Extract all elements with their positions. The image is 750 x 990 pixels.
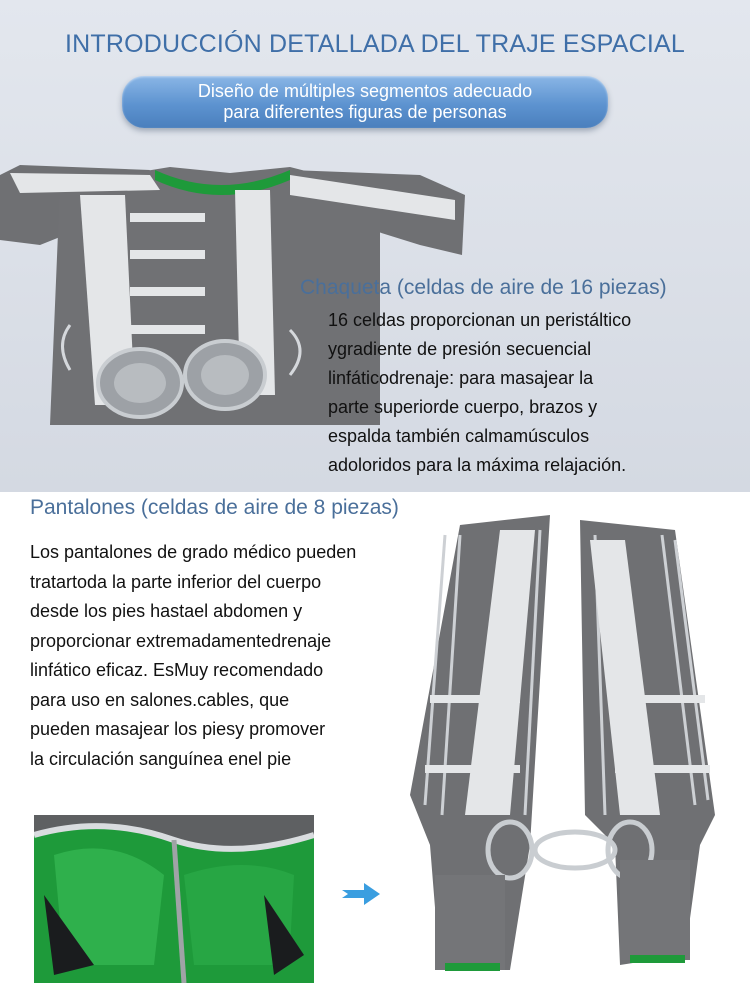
- pants-description-line: para uso en salones.cables, que: [30, 689, 290, 710]
- jacket-description-line: 16 celdas proporcionan un peristáltico: [328, 310, 632, 330]
- jacket-heading: Chaqueta (celdas de aire de 16 piezas): [300, 276, 667, 299]
- right-arrow-icon: [340, 880, 382, 908]
- pants-image: [400, 515, 735, 980]
- pants-description-line: desde los pies hastael abdomen y: [30, 601, 303, 621]
- jacket-description-line: parte superiorde cuerpo, brazos y: [328, 397, 598, 417]
- pants-description-line: Los pantalones de grado médico pueden: [30, 542, 357, 562]
- pants-heading: Pantalones (celdas de aire de 8 piezas): [30, 496, 399, 519]
- page-title: INTRODUCCIÓN DETALLADA DEL TRAJE ESPACIAL: [65, 30, 685, 58]
- pants-description-line: la circulación sanguínea enel pie: [30, 748, 292, 769]
- pants-description-line: linfático eficaz. EsMuy recomendado: [30, 660, 324, 680]
- pants-description: [30, 538, 440, 774]
- subtitle-banner: [122, 76, 608, 128]
- jacket-description-line: ygradiente de presión secuencial: [328, 339, 592, 359]
- jacket-description: [328, 306, 738, 480]
- subtitle-line-1: Diseño de múltiples segmentos adecuado: [197, 81, 533, 101]
- pants-description-line: proporcionar extremadamentedrenaje: [30, 630, 332, 651]
- pants-description-line: tratartoda la parte inferior del cuerpo: [30, 571, 322, 592]
- lining-closeup-image: [34, 815, 314, 983]
- jacket-description-line: linfáticodrenaje: para masajear la: [328, 368, 594, 388]
- jacket-description-line: adoloridos para la máxima relajación.: [328, 455, 627, 475]
- pants-description-line: pueden masajear los piesy promover: [30, 719, 326, 739]
- jacket-description-line: espalda también calmamúsculos: [328, 426, 590, 446]
- subtitle-line-2: para diferentes figuras de personas: [223, 102, 507, 122]
